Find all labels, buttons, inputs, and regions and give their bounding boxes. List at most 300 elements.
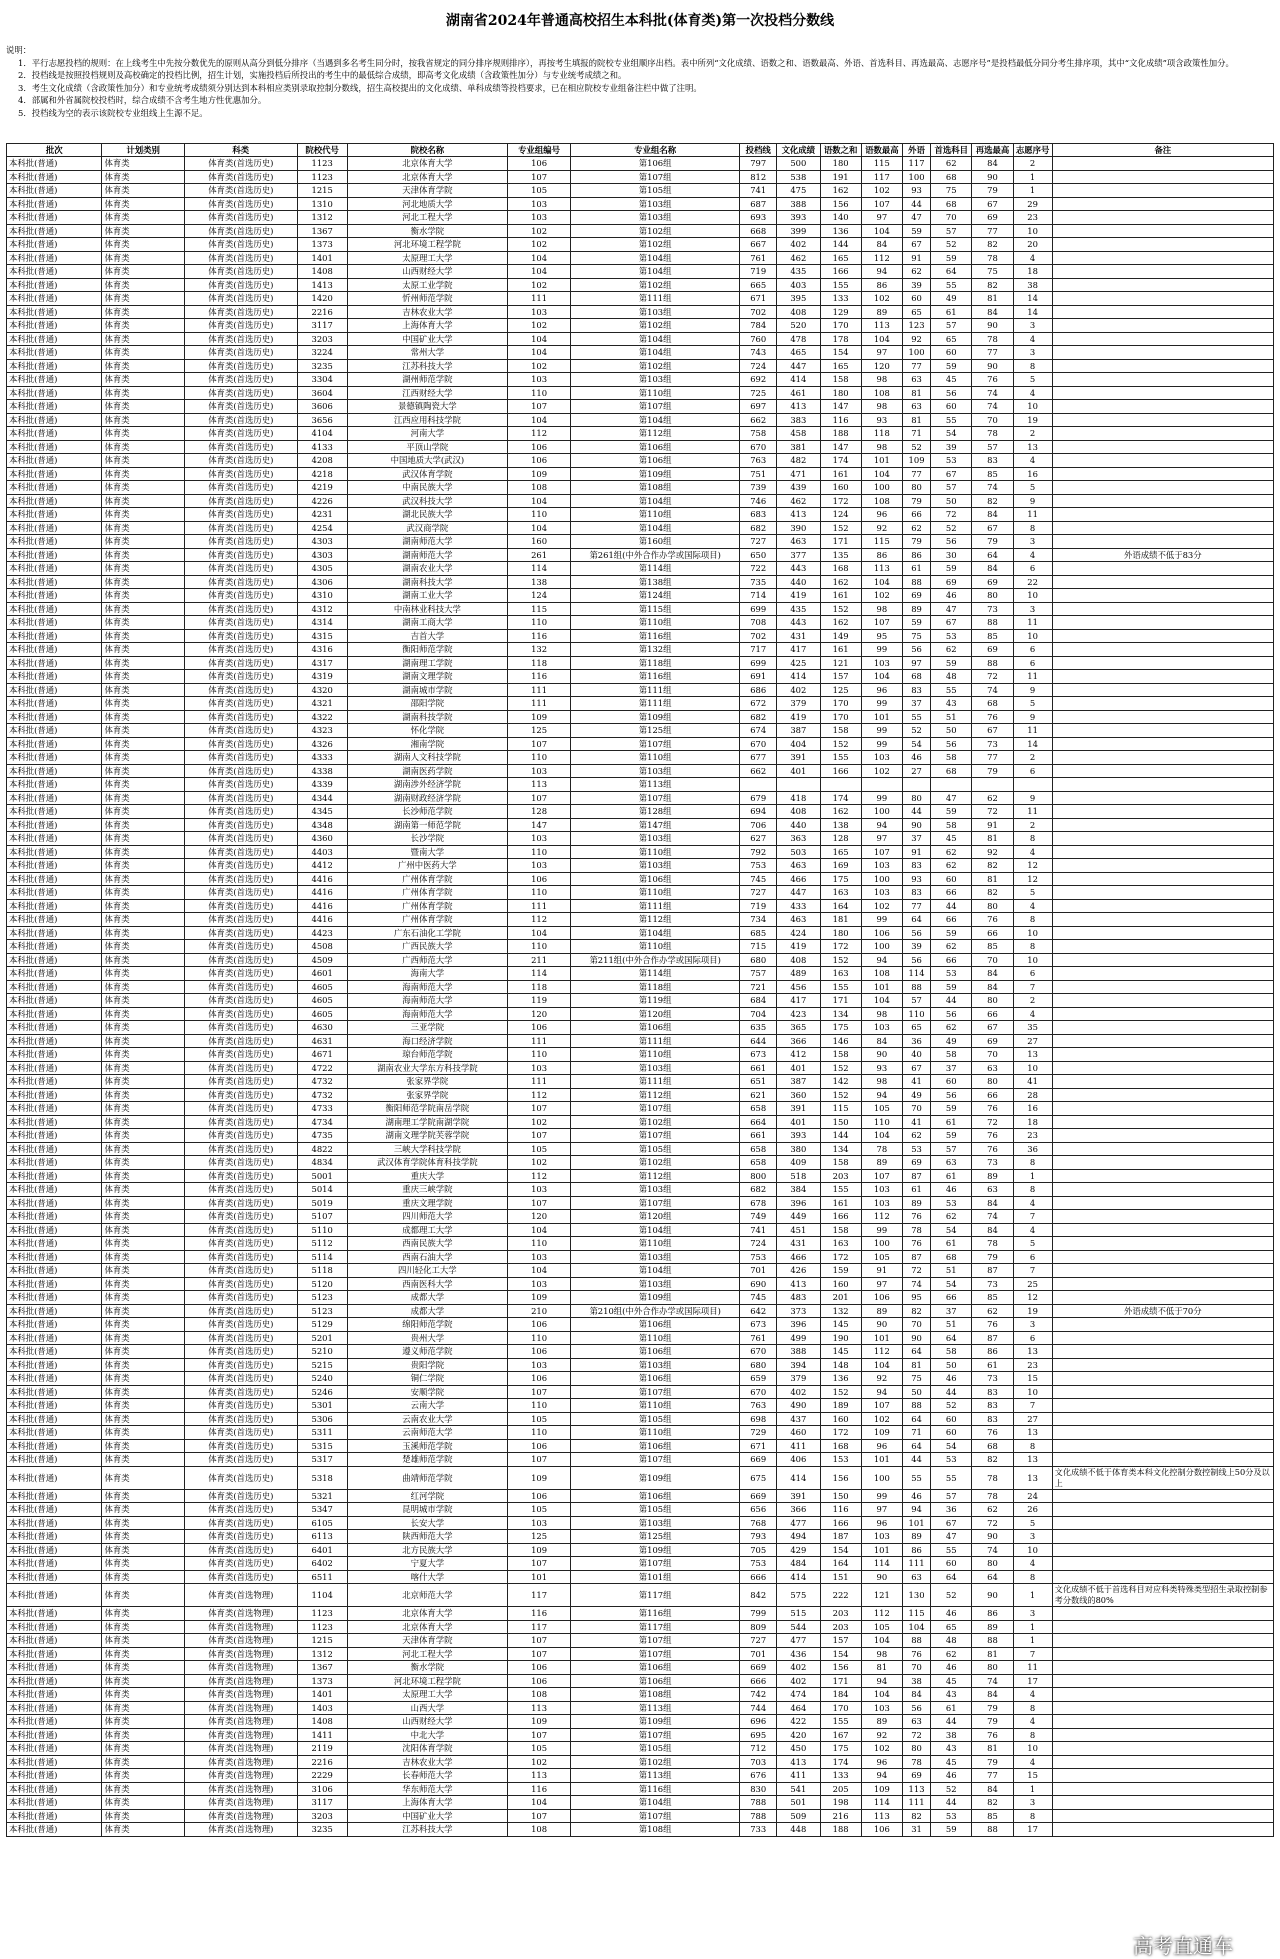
cell-school-code: 4338 [297,764,347,778]
cell-remarks [1052,872,1273,886]
cell-school-code: 3203 [297,1809,347,1823]
cell-school-code: 5110 [297,1223,347,1237]
cell-batch: 本科批(普通) [7,899,102,913]
table-row [7,1156,1274,1170]
cell-school-name: 吉林农业大学 [347,1755,508,1769]
cell-chinese-math-sum: 152 [820,1385,861,1399]
cell-culture-score: 411 [777,1439,820,1453]
table-row [7,1755,1274,1769]
cell-first-subject: 36 [931,1503,972,1517]
cell-culture-score: 419 [777,940,820,954]
cell-group-name: 第106组 [571,1345,740,1359]
cell-school-name: 中国矿业大学 [347,1809,508,1823]
cell-school-name: 海南师范大学 [347,980,508,994]
cell-subject-type: 体育类(首选物理) [184,1607,297,1621]
cell-school-code: 3117 [297,319,347,333]
cell-first-subject: 44 [931,1715,972,1729]
cell-chinese-math-max: 94 [861,1088,902,1102]
cell-cutoff-score: 721 [740,980,777,994]
cell-culture-score: 393 [777,1129,820,1143]
cell-remarks: 文化成绩不低于首选科目对应科类特殊类型招生录取控制参考分数线的80% [1052,1584,1273,1607]
cell-school-name: 广州体育学院 [347,899,508,913]
cell-remarks [1052,913,1273,927]
cell-batch: 本科批(普通) [7,656,102,670]
cell-chinese-math-sum: 154 [820,1543,861,1557]
cell-cutoff-score: 676 [740,1769,777,1783]
cell-plan-type: 体育类 [102,1489,184,1503]
cell-school-code: 4733 [297,1102,347,1116]
cell-cutoff-score: 763 [740,454,777,468]
cell-subject-type: 体育类(首选历史) [184,1453,297,1467]
table-row [7,1466,1274,1489]
cell-school-name: 湖南财政经济学院 [347,791,508,805]
cell-school-code: 1373 [297,238,347,252]
cell-foreign-language: 71 [902,1426,930,1440]
cell-remarks [1052,467,1273,481]
cell-batch: 本科批(普通) [7,1102,102,1116]
cell-batch: 本科批(普通) [7,1115,102,1129]
cell-foreign-language: 111 [902,1796,930,1810]
cell-wish-order: 7 [1013,1264,1052,1278]
cell-subject-type: 体育类(首选历史) [184,899,297,913]
cell-foreign-language: 27 [902,764,930,778]
cell-remarks [1052,1755,1273,1769]
cell-wish-order: 36 [1013,1142,1052,1156]
cell-group-code: 104 [508,251,571,265]
cell-culture-score: 501 [777,1796,820,1810]
cell-chinese-math-max: 108 [861,494,902,508]
cell-second-max: 78 [972,1489,1013,1503]
cell-first-subject: 47 [931,1530,972,1544]
cell-cutoff-score: 715 [740,940,777,954]
cell-cutoff-score: 691 [740,670,777,684]
cell-remarks [1052,778,1273,792]
cell-plan-type: 体育类 [102,1634,184,1648]
cell-culture-score: 477 [777,1634,820,1648]
cell-school-name: 太原工业学院 [347,278,508,292]
cell-foreign-language: 69 [902,1156,930,1170]
cell-school-code: 1104 [297,1584,347,1607]
cell-plan-type: 体育类 [102,1674,184,1688]
cell-wish-order: 3 [1013,602,1052,616]
cell-subject-type: 体育类(首选历史) [184,157,297,171]
cell-chinese-math-sum: 174 [820,454,861,468]
cell-chinese-math-max: 103 [861,656,902,670]
cell-school-name: 忻州师范学院 [347,292,508,306]
cell-chinese-math-sum: 152 [820,1088,861,1102]
table-row [7,413,1274,427]
cell-cutoff-score: 658 [740,1156,777,1170]
cell-batch: 本科批(普通) [7,1372,102,1386]
cell-batch: 本科批(普通) [7,643,102,657]
cell-remarks [1052,346,1273,360]
cell-second-max: 73 [972,1277,1013,1291]
cell-school-name: 喀什大学 [347,1570,508,1584]
cell-group-code: 103 [508,305,571,319]
cell-plan-type: 体育类 [102,1607,184,1621]
cell-wish-order: 24 [1013,1489,1052,1503]
cell-first-subject: 66 [931,913,972,927]
cell-group-code: 111 [508,1075,571,1089]
cell-school-code: 4605 [297,1007,347,1021]
cell-culture-score: 433 [777,899,820,913]
cell-chinese-math-sum: 181 [820,913,861,927]
cell-first-subject: 52 [931,1399,972,1413]
cell-subject-type: 体育类(首选历史) [184,1264,297,1278]
cell-culture-score: 388 [777,1345,820,1359]
cell-group-name: 第103组 [571,373,740,387]
cell-group-name: 第107组 [571,1557,740,1571]
cell-remarks [1052,1102,1273,1116]
table-row [7,440,1274,454]
cell-first-subject: 62 [931,1647,972,1661]
cell-school-name: 江西财经大学 [347,386,508,400]
column-header-chinese-math-sum: 语数之和 [820,144,861,157]
cell-school-code: 3203 [297,332,347,346]
cell-first-subject [931,778,972,792]
cell-foreign-language: 37 [902,832,930,846]
cell-foreign-language: 87 [902,1250,930,1264]
table-row [7,1277,1274,1291]
cell-second-max: 66 [972,1088,1013,1102]
cell-second-max: 76 [972,1426,1013,1440]
cell-first-subject: 60 [931,1426,972,1440]
cell-group-code: 110 [508,1399,571,1413]
cell-group-name: 第128组 [571,805,740,819]
cell-group-name: 第124组 [571,589,740,603]
cell-cutoff-score: 746 [740,494,777,508]
cell-group-code: 102 [508,224,571,238]
cell-second-max: 70 [972,953,1013,967]
cell-group-name: 第110组 [571,386,740,400]
cell-first-subject: 57 [931,481,972,495]
cell-group-code: 108 [508,1688,571,1702]
cell-second-max: 63 [972,1183,1013,1197]
cell-group-name: 第110组 [571,1399,740,1413]
cell-plan-type: 体育类 [102,157,184,171]
cell-batch: 本科批(普通) [7,1061,102,1075]
cell-chinese-math-max: 99 [861,697,902,711]
column-header-group-code: 专业组编号 [508,144,571,157]
table-row [7,1823,1274,1837]
cell-culture-score: 419 [777,710,820,724]
cell-foreign-language: 93 [902,872,930,886]
cell-foreign-language: 90 [902,818,930,832]
cell-subject-type: 体育类(首选历史) [184,967,297,981]
cell-remarks [1052,1823,1273,1837]
column-header-batch: 批次 [7,144,102,157]
cell-wish-order: 3 [1013,1796,1052,1810]
cell-subject-type: 体育类(首选历史) [184,1088,297,1102]
cell-chinese-math-sum: 174 [820,791,861,805]
cell-wish-order: 2 [1013,751,1052,765]
cell-school-name: 华东师范大学 [347,1782,508,1796]
cell-second-max: 82 [972,1453,1013,1467]
cell-wish-order: 3 [1013,1318,1052,1332]
cell-subject-type: 体育类(首选历史) [184,656,297,670]
cell-culture-score: 520 [777,319,820,333]
table-row [7,616,1274,630]
cell-chinese-math-sum: 132 [820,1304,861,1318]
cell-remarks [1052,292,1273,306]
cell-plan-type: 体育类 [102,602,184,616]
cell-second-max: 86 [972,1345,1013,1359]
cell-cutoff-score: 644 [740,1034,777,1048]
cell-second-max: 91 [972,818,1013,832]
cell-plan-type: 体育类 [102,305,184,319]
cell-plan-type: 体育类 [102,845,184,859]
cell-subject-type: 体育类(首选历史) [184,1129,297,1143]
cell-remarks [1052,1372,1273,1386]
cell-batch: 本科批(普通) [7,1399,102,1413]
cell-school-name: 武汉商学院 [347,521,508,535]
cell-batch: 本科批(普通) [7,724,102,738]
cell-plan-type: 体育类 [102,697,184,711]
cell-school-code: 1367 [297,1661,347,1675]
cell-remarks [1052,1264,1273,1278]
cell-subject-type: 体育类(首选物理) [184,1796,297,1810]
cell-subject-type: 体育类(首选物理) [184,1634,297,1648]
cell-cutoff-score: 680 [740,1358,777,1372]
cell-school-code: 3604 [297,386,347,400]
cell-batch: 本科批(普通) [7,1250,102,1264]
cell-culture-score: 381 [777,440,820,454]
cell-remarks [1052,980,1273,994]
cell-culture-score: 383 [777,413,820,427]
cell-chinese-math-max: 102 [861,184,902,198]
cell-school-code: 4319 [297,670,347,684]
table-row [7,778,1274,792]
cell-second-max: 85 [972,629,1013,643]
cell-batch: 本科批(普通) [7,1142,102,1156]
cell-remarks [1052,1399,1273,1413]
cell-group-name: 第111组 [571,697,740,711]
table-row [7,481,1274,495]
cell-school-code: 4412 [297,859,347,873]
cell-chinese-math-sum: 155 [820,278,861,292]
cell-batch: 本科批(普通) [7,1088,102,1102]
cell-batch: 本科批(普通) [7,764,102,778]
cell-subject-type: 体育类(首选历史) [184,413,297,427]
cell-school-name: 湘南学院 [347,737,508,751]
cell-first-subject: 45 [931,373,972,387]
cell-chinese-math-max: 98 [861,373,902,387]
cell-cutoff-score: 760 [740,332,777,346]
cell-school-name: 湖南理工学院 [347,656,508,670]
cell-group-name: 第103组 [571,832,740,846]
cell-chinese-math-max: 100 [861,1466,902,1489]
cell-school-name: 安顺学院 [347,1385,508,1399]
cell-group-code: 116 [508,1607,571,1621]
cell-chinese-math-sum: 158 [820,1048,861,1062]
cell-remarks [1052,1385,1273,1399]
cell-cutoff-score: 712 [740,1742,777,1756]
cell-foreign-language: 94 [902,1503,930,1517]
cell-first-subject: 59 [931,359,972,373]
cell-culture-score: 391 [777,1489,820,1503]
cell-wish-order: 4 [1013,1755,1052,1769]
cell-foreign-language: 41 [902,1075,930,1089]
cell-foreign-language: 65 [902,1021,930,1035]
cell-wish-order: 10 [1013,629,1052,643]
cell-remarks [1052,1674,1273,1688]
cell-group-name: 第109组 [571,1543,740,1557]
cell-group-name: 第110组 [571,616,740,630]
cell-group-name: 第125组 [571,724,740,738]
cell-culture-score: 447 [777,886,820,900]
cell-second-max: 74 [972,400,1013,414]
cell-plan-type: 体育类 [102,1102,184,1116]
cell-chinese-math-sum: 154 [820,346,861,360]
cell-group-code: 102 [508,1156,571,1170]
cell-batch: 本科批(普通) [7,265,102,279]
cell-school-code: 4605 [297,980,347,994]
cell-foreign-language: 62 [902,265,930,279]
cell-wish-order: 5 [1013,697,1052,711]
cell-wish-order: 22 [1013,575,1052,589]
cell-batch: 本科批(普通) [7,616,102,630]
cell-cutoff-score: 761 [740,251,777,265]
cell-remarks [1052,170,1273,184]
cell-subject-type: 体育类(首选历史) [184,535,297,549]
cell-school-code: 5107 [297,1210,347,1224]
cell-school-name: 北京师范大学 [347,1584,508,1607]
cell-subject-type: 体育类(首选历史) [184,845,297,859]
cell-group-code: 261 [508,548,571,562]
cell-school-name: 衡阳师范学院 [347,643,508,657]
cell-chinese-math-sum: 162 [820,616,861,630]
cell-plan-type: 体育类 [102,1048,184,1062]
cell-school-code: 4317 [297,656,347,670]
cell-group-code: 106 [508,454,571,468]
cell-foreign-language: 56 [902,926,930,940]
cell-subject-type: 体育类(首选历史) [184,1007,297,1021]
cell-batch: 本科批(普通) [7,1169,102,1183]
cell-first-subject: 61 [931,1701,972,1715]
cell-subject-type: 体育类(首选历史) [184,1075,297,1089]
cell-second-max: 79 [972,1250,1013,1264]
cell-school-name: 沈阳体育学院 [347,1742,508,1756]
cell-chinese-math-sum: 165 [820,251,861,265]
cell-foreign-language: 46 [902,1489,930,1503]
cell-school-name: 长安大学 [347,1516,508,1530]
cell-remarks [1052,413,1273,427]
cell-second-max: 68 [972,1439,1013,1453]
cell-group-code: 109 [508,710,571,724]
cell-subject-type: 体育类(首选历史) [184,818,297,832]
cell-batch: 本科批(普通) [7,1634,102,1648]
cell-first-subject: 67 [931,1516,972,1530]
cell-cutoff-score: 650 [740,548,777,562]
cell-plan-type: 体育类 [102,1237,184,1251]
cell-cutoff-score: 687 [740,197,777,211]
cell-cutoff-score: 674 [740,724,777,738]
cell-chinese-math-max: 84 [861,1034,902,1048]
cell-chinese-math-sum: 180 [820,926,861,940]
cell-remarks [1052,1223,1273,1237]
cell-group-code: 109 [508,1543,571,1557]
cell-subject-type: 体育类(首选历史) [184,1183,297,1197]
cell-remarks [1052,602,1273,616]
cell-plan-type: 体育类 [102,211,184,225]
cell-group-name: 第103组 [571,1358,740,1372]
cell-chinese-math-sum: 180 [820,157,861,171]
cell-foreign-language: 41 [902,1115,930,1129]
cell-subject-type: 体育类(首选物理) [184,1620,297,1634]
cell-chinese-math-max: 102 [861,1412,902,1426]
cell-batch: 本科批(普通) [7,913,102,927]
cell-batch: 本科批(普通) [7,886,102,900]
cell-chinese-math-max: 98 [861,400,902,414]
cell-second-max: 67 [972,1021,1013,1035]
cell-chinese-math-max: 107 [861,197,902,211]
cell-school-name: 天津体育学院 [347,184,508,198]
cell-group-name: 第116组 [571,1607,740,1621]
cell-group-name: 第106组 [571,1021,740,1035]
cell-chinese-math-sum: 188 [820,427,861,441]
cell-second-max: 79 [972,1701,1013,1715]
cell-subject-type: 体育类(首选历史) [184,305,297,319]
cell-group-code: 103 [508,197,571,211]
cell-chinese-math-max: 96 [861,1439,902,1453]
cell-batch: 本科批(普通) [7,940,102,954]
cell-second-max: 77 [972,751,1013,765]
cell-chinese-math-sum: 168 [820,1439,861,1453]
cell-culture-score: 440 [777,575,820,589]
cell-batch: 本科批(普通) [7,710,102,724]
table-row [7,1034,1274,1048]
cell-group-code: 124 [508,589,571,603]
cell-cutoff-score: 722 [740,562,777,576]
table-row [7,1674,1274,1688]
cell-plan-type: 体育类 [102,1196,184,1210]
cell-wish-order: 8 [1013,1156,1052,1170]
cell-plan-type: 体育类 [102,197,184,211]
cell-subject-type: 体育类(首选历史) [184,427,297,441]
cell-batch: 本科批(普通) [7,1075,102,1089]
cell-plan-type: 体育类 [102,751,184,765]
cell-plan-type: 体育类 [102,346,184,360]
table-row [7,683,1274,697]
cell-subject-type: 体育类(首选历史) [184,481,297,495]
cell-school-name: 重庆文理学院 [347,1196,508,1210]
cell-culture-score: 394 [777,1358,820,1372]
cell-chinese-math-max: 104 [861,332,902,346]
cell-subject-type: 体育类(首选历史) [184,1543,297,1557]
cell-group-code: 110 [508,845,571,859]
cell-chinese-math-max: 93 [861,413,902,427]
cell-batch: 本科批(普通) [7,1607,102,1621]
cell-culture-score: 414 [777,1466,820,1489]
cell-first-subject: 72 [931,508,972,522]
cell-plan-type: 体育类 [102,1701,184,1715]
cell-cutoff-score: 662 [740,413,777,427]
cell-school-code: 6113 [297,1530,347,1544]
cell-second-max: 82 [972,494,1013,508]
cell-cutoff-score: 672 [740,697,777,711]
cell-group-code: 118 [508,656,571,670]
cell-wish-order: 14 [1013,305,1052,319]
cell-wish-order: 5 [1013,1237,1052,1251]
cell-school-code: 5014 [297,1183,347,1197]
cell-remarks [1052,616,1273,630]
table-row [7,170,1274,184]
cell-school-code: 4605 [297,994,347,1008]
cell-plan-type: 体育类 [102,967,184,981]
cell-first-subject: 56 [931,386,972,400]
cell-school-code: 5306 [297,1412,347,1426]
cell-chinese-math-max: 110 [861,1115,902,1129]
